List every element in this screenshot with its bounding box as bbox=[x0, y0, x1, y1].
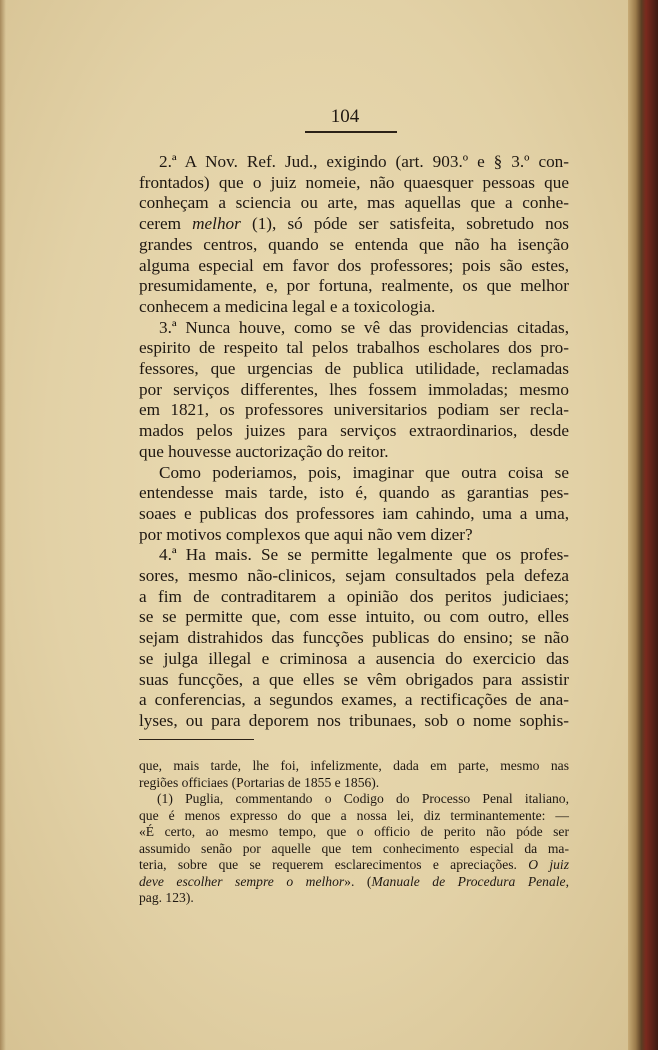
footnote-line: (1) Puglia, commentando o Codigo do Processo Penal italiano, bbox=[157, 791, 569, 806]
footnote-line: teria, sobre que se requerem esclarecimentos e apreciações. O juiz bbox=[139, 857, 570, 872]
body-line: por motivos complexos que aqui não vem dizer? bbox=[139, 524, 473, 544]
body-line: sejam distrahidos das funcções publicas do ensino; se não bbox=[139, 628, 569, 648]
body-line: fessores, que urgencias de publica utilidade, reclamadas bbox=[139, 359, 569, 379]
body-line: a conferencias, a segundos exames, a rectificações de ana- bbox=[139, 690, 569, 710]
body-line: conheçam a sciencia ou arte, mas aquellas que a conhe- bbox=[139, 193, 569, 213]
header-rule bbox=[305, 131, 397, 133]
body-line: Como poderiamos, pois, imaginar que outra coisa se bbox=[159, 462, 569, 482]
body-line: espirito de respeito tal pelos trabalhos escholares dos pro- bbox=[139, 338, 569, 358]
page-number: 104 bbox=[330, 106, 360, 127]
footnote-line: assumido senão por aquelle que tem conhecimento especial da ma- bbox=[139, 840, 569, 856]
footnote-line: que, mais tarde, lhe foi, infelizmente, dada em parte, mesmo nas bbox=[139, 758, 569, 773]
body-line: se julga illegal e criminosa a ausencia do exercicio das bbox=[139, 648, 569, 668]
body-line: em 1821, os professores universitarios podiam ser recla- bbox=[139, 400, 569, 420]
body-line: conhecem a medicina legal e a toxicologia. bbox=[139, 296, 436, 316]
footnote-line: que é menos expresso do que a nossa lei, diz terminantemente: — bbox=[139, 807, 569, 823]
body-line: entendesse mais tarde, isto é, quando as garantias pes- bbox=[139, 483, 569, 503]
body-line: cerem melhor (1), só póde ser satisfeita, sobretudo nos bbox=[139, 214, 569, 234]
body-line: frontados) que o juiz nomeie, não quaesquer pessoas que bbox=[139, 172, 569, 192]
page-gutter-shadow bbox=[0, 0, 6, 1050]
body-line: a fim de contraditarem a opinião dos peritos judiciaes; bbox=[139, 586, 569, 606]
footnote-line: pag. 123). bbox=[139, 890, 194, 905]
body-line: presumidamente, e, por fortuna, realmente, os que melhor bbox=[139, 276, 569, 296]
body-text bbox=[139, 152, 569, 732]
body-line: que houvesse auctorização do reitor. bbox=[139, 441, 389, 461]
body-line: soaes e publicas dos professores iam cahindo, uma a uma, bbox=[139, 503, 569, 523]
footnote-line: deve escolher sempre o melhor». (Manuale de Procedura Penale, bbox=[139, 873, 569, 889]
footnote-line: regiões officiaes (Portarias de 1855 e 1856). bbox=[139, 774, 380, 790]
body-line: 4.ª Ha mais. Se se permitte legalmente que os profes- bbox=[159, 545, 569, 565]
body-line: se se permitte que, com esse intuito, ou com outro, elles bbox=[139, 607, 569, 627]
book-edge bbox=[628, 0, 658, 1050]
body-line: 3.ª Nunca houve, como se vê das providencias citadas, bbox=[159, 317, 569, 337]
body-line: alguma especial em favor dos professores; pois são estes, bbox=[139, 255, 569, 275]
footnotes bbox=[139, 758, 569, 907]
body-line: 2.ª A Nov. Ref. Jud., exigindo (art. 903.º e § 3.º con- bbox=[159, 152, 569, 171]
body-line: por serviços differentes, lhes fossem immoladas; mesmo bbox=[139, 379, 569, 399]
footnote-rule bbox=[139, 739, 254, 740]
body-line: grandes centros, quando se entenda que não ha isenção bbox=[139, 234, 569, 254]
body-line: suas funcções, a que elles se vêm obrigados para assistir bbox=[139, 669, 569, 689]
body-line: mados pelos juizes para serviços extraordinarios, desde bbox=[139, 421, 569, 441]
footnote-line: «É certo, ao mesmo tempo, que o officio de perito não póde ser bbox=[139, 824, 569, 839]
body-line: lyses, ou para deporem nos tribunaes, sob o nome sophis- bbox=[139, 710, 569, 730]
body-line: sores, mesmo não-clinicos, sejam consultados pela defeza bbox=[139, 566, 569, 586]
